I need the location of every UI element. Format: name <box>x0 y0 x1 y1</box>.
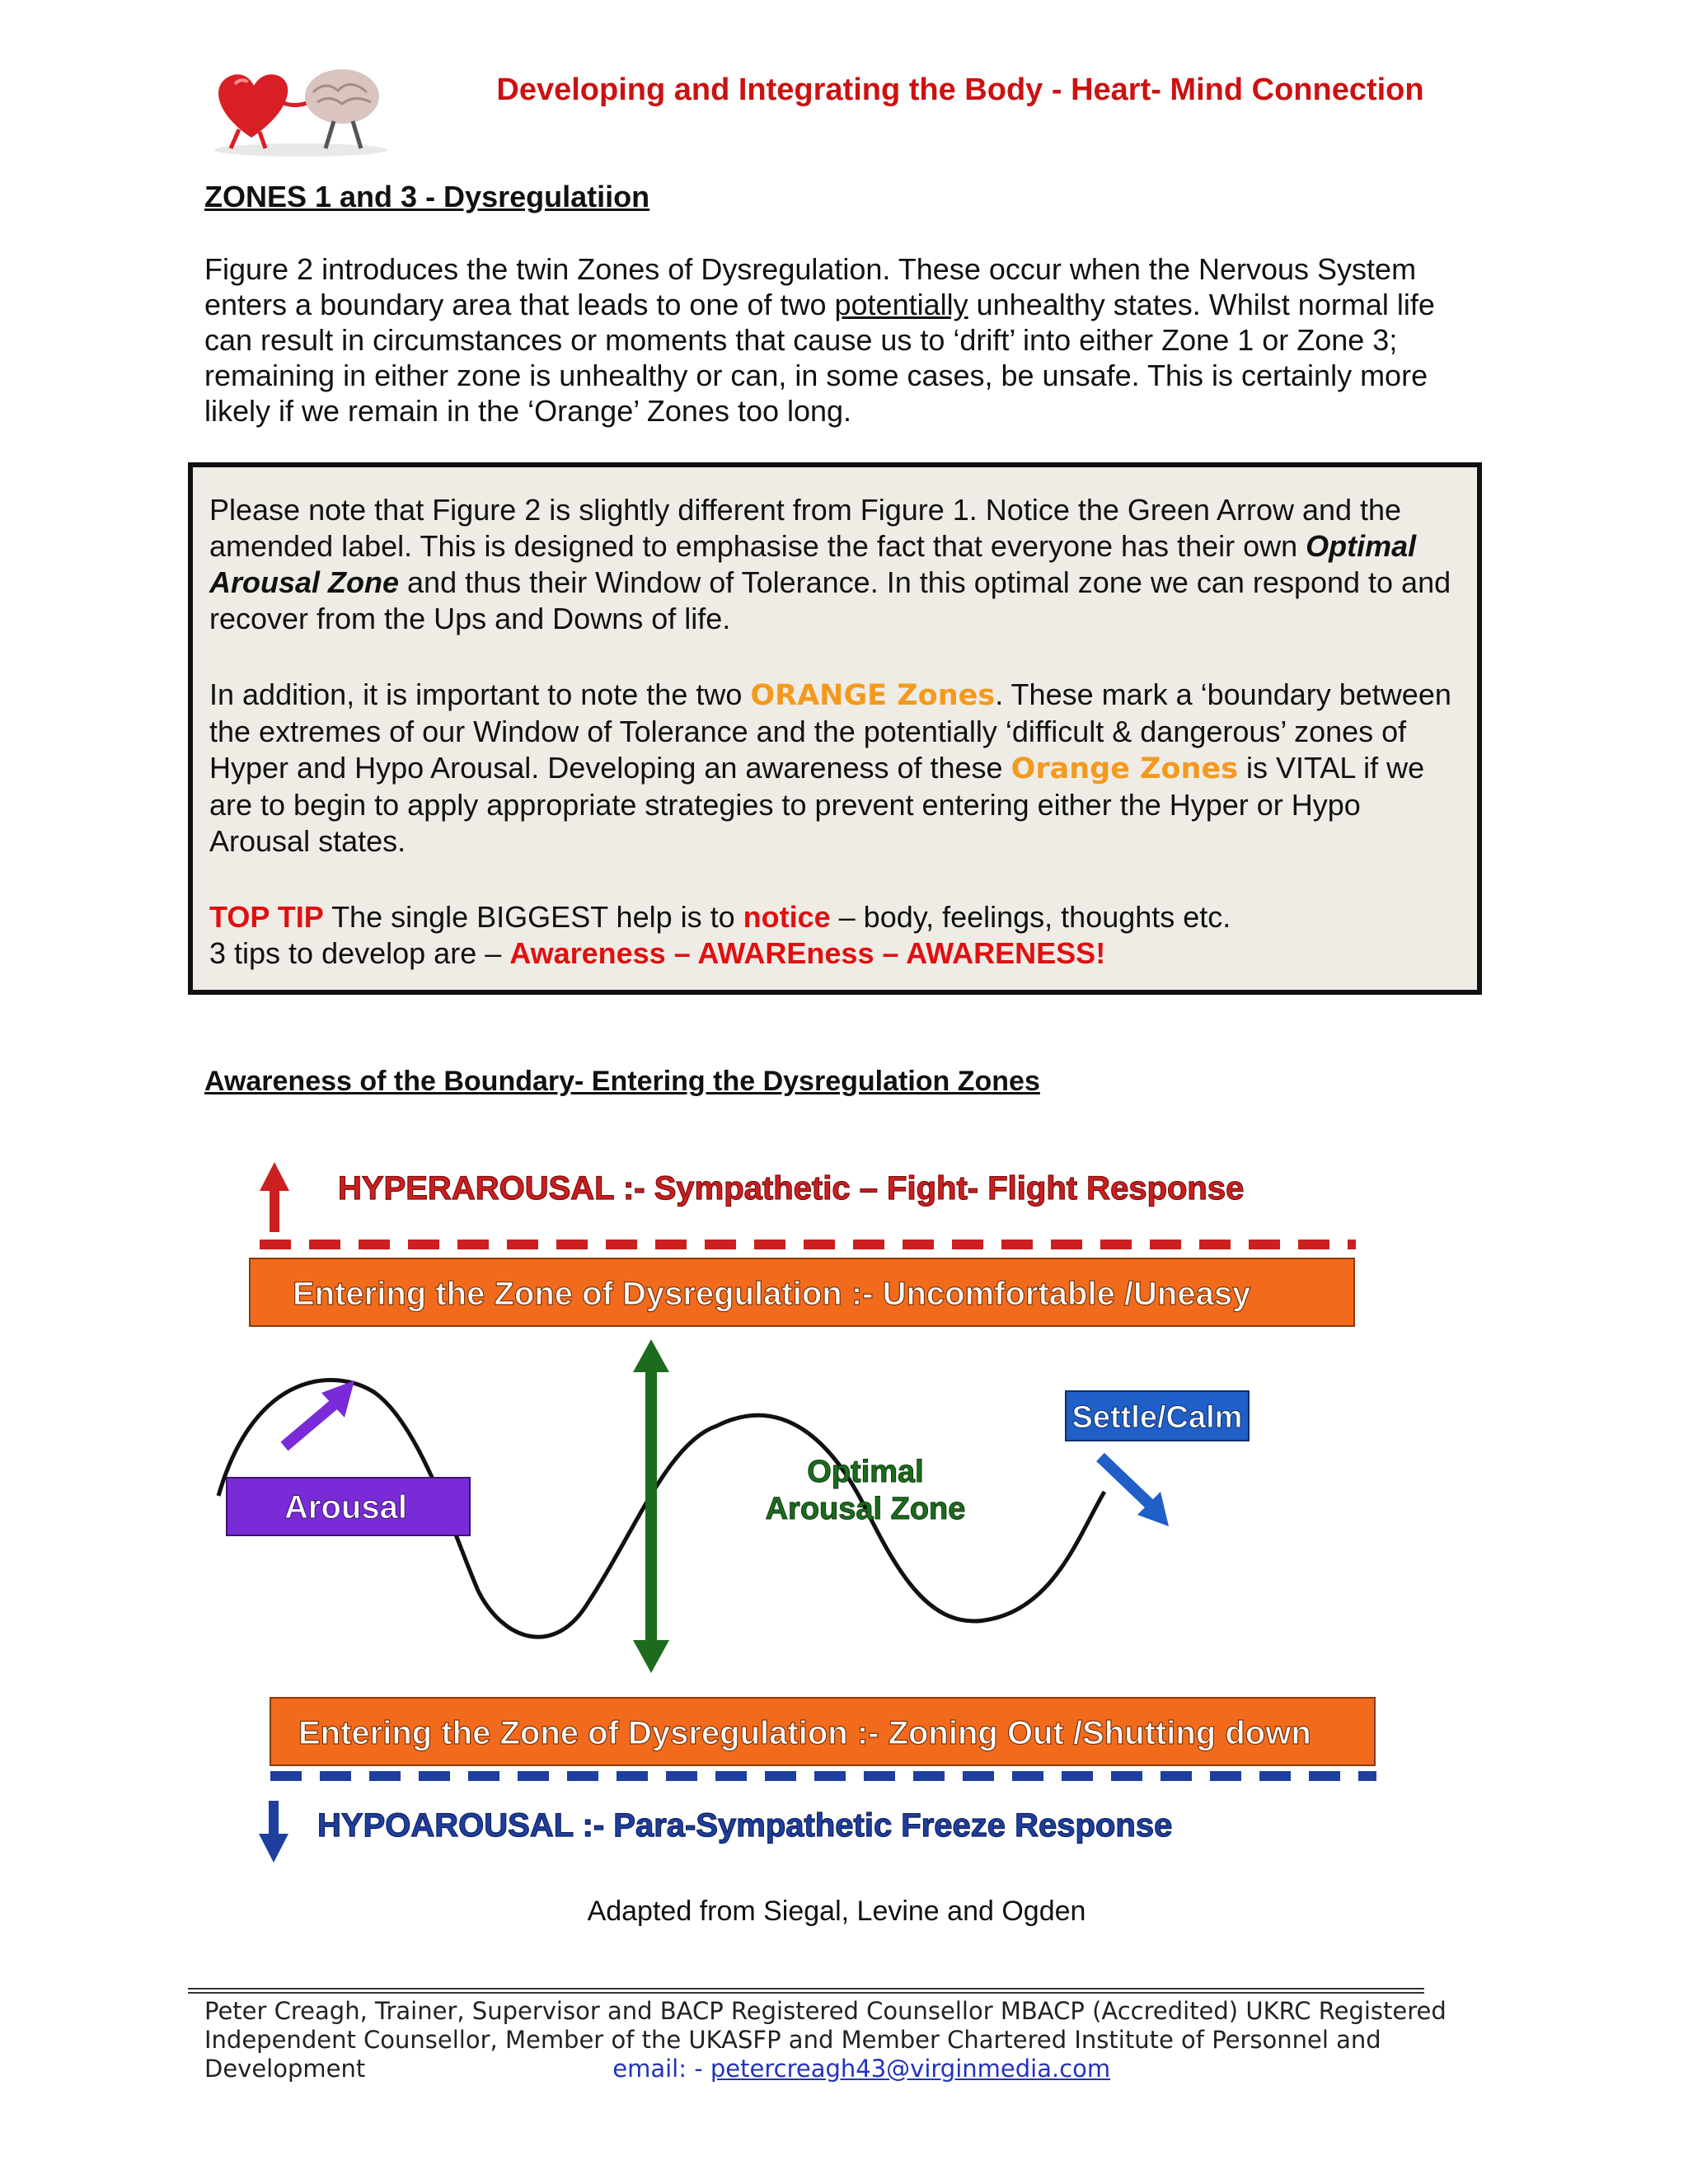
footer-line-2: Independent Counsellor, Member of the UKASFP and Member Chartered Institute of Personnel and <box>204 2026 1381 2054</box>
lower-zone-label: Entering the Zone of Dysregulation :- Zoning Out /Shutting down <box>298 1715 1311 1751</box>
heart-brain-logo <box>206 51 396 158</box>
note-paragraph-2: In addition, it is important to note the two ORANGE Zones. These mark a ‘boundary between the extremes of our Window of Tolerance and the potentially ‘difficult & dangerous’ zones of Hyper and Hypo Arousal. Developing an awareness of these Orange Zones is VITAL if we are to begin to apply appropriate strategies to prevent entering either the Hyper or Hypo Arousal states. <box>209 677 1451 858</box>
arousal-label: Arousal <box>284 1489 407 1526</box>
orange-zones-label-2: Orange Zones <box>1010 752 1239 785</box>
hyperarousal-up-arrow <box>260 1162 289 1232</box>
optimal-label-line1: Optimal <box>807 1455 924 1489</box>
footer-divider <box>188 1988 1424 1990</box>
footer-divider-2 <box>188 1992 1424 1994</box>
notice-emphasis: notice <box>743 900 831 934</box>
footer <box>204 1997 1490 2083</box>
figure-caption: Adapted from Siegal, Levine and Ogden <box>587 1896 1086 1927</box>
top-tip: TOP TIP The single BIGGEST help is to notice – body, feelings, thoughts etc. 3 tips to develop are – Awareness – AWAREness – AWARENESS! <box>209 900 1231 970</box>
hypoarousal-label: HYPOAROUSAL :- Para-Sympathetic Freeze Response <box>317 1807 1173 1844</box>
window-of-tolerance-arrow <box>633 1339 669 1673</box>
orange-zones-label: ORANGE Zones <box>750 679 996 712</box>
optimal-arousal-zone-emphasis: Optimal Arousal Zone <box>209 529 1417 599</box>
awareness-emphasis: Awareness – AWAREness – AWARENESS! <box>509 936 1106 970</box>
upper-zone-label: Entering the Zone of Dysregulation :- Uncomfortable /Uneasy <box>293 1276 1251 1312</box>
section-heading: ZONES 1 and 3 - Dysregulatiion <box>204 180 650 213</box>
settle-calm-label: Settle/Calm <box>1071 1400 1243 1435</box>
hypoarousal-down-arrow <box>259 1801 288 1863</box>
email-label: email: - <box>612 2055 710 2083</box>
settle-calm-arrow <box>1100 1457 1169 1526</box>
hyperarousal-label: HYPERAROUSAL :- Sympathetic – Fight- Flight Response <box>338 1170 1245 1207</box>
email-link[interactable]: petercreagh43@virginmedia.com <box>710 2055 1111 2083</box>
intro-paragraph: Figure 2 introduces the twin Zones of Dysregulation. These occur when the Nervous System enters a boundary area that leads to one of two potentially unhealthy states. Whilst normal life can result in circumstances or moments that cause us to ‘drift’ into either Zone 1 or Zone 3; remaining in either zone is unhealthy or can, in some cases, be unsafe. This is certainly more likely if we remain in the ‘Orange’ Zones too long. <box>204 252 1435 428</box>
page-header-title: Developing and Integrating the Body - Heart- Mind Connection <box>496 73 1424 107</box>
emphasis-potentially: potentially <box>834 288 968 321</box>
note-paragraph-1: Please note that Figure 2 is slightly different from Figure 1. Notice the Green Arrow and the amended label. This is designed to emphasise the fact that everyone has their own Optimal Arousal Zone and thus their Window of Tolerance. In this optimal zone we can respond to and recover from the Ups and Downs of life. <box>209 493 1451 635</box>
arousal-arrow <box>284 1380 354 1446</box>
boundary-heading: Awareness of the Boundary- Entering the Dysregulation Zones <box>204 1066 1040 1097</box>
footer-line-3: Development email: - petercreagh43@virginmedia.com <box>204 2055 1111 2083</box>
optimal-label-line2: Arousal Zone <box>765 1492 966 1526</box>
dysregulation-diagram <box>206 1146 1418 1871</box>
top-tip-label: TOP TIP <box>209 900 324 934</box>
footer-line-1: Peter Creagh, Trainer, Supervisor and BACP Registered Counsellor MBACP (Accredited) UKRC Registered <box>204 1997 1447 2025</box>
note-box <box>188 462 1482 995</box>
